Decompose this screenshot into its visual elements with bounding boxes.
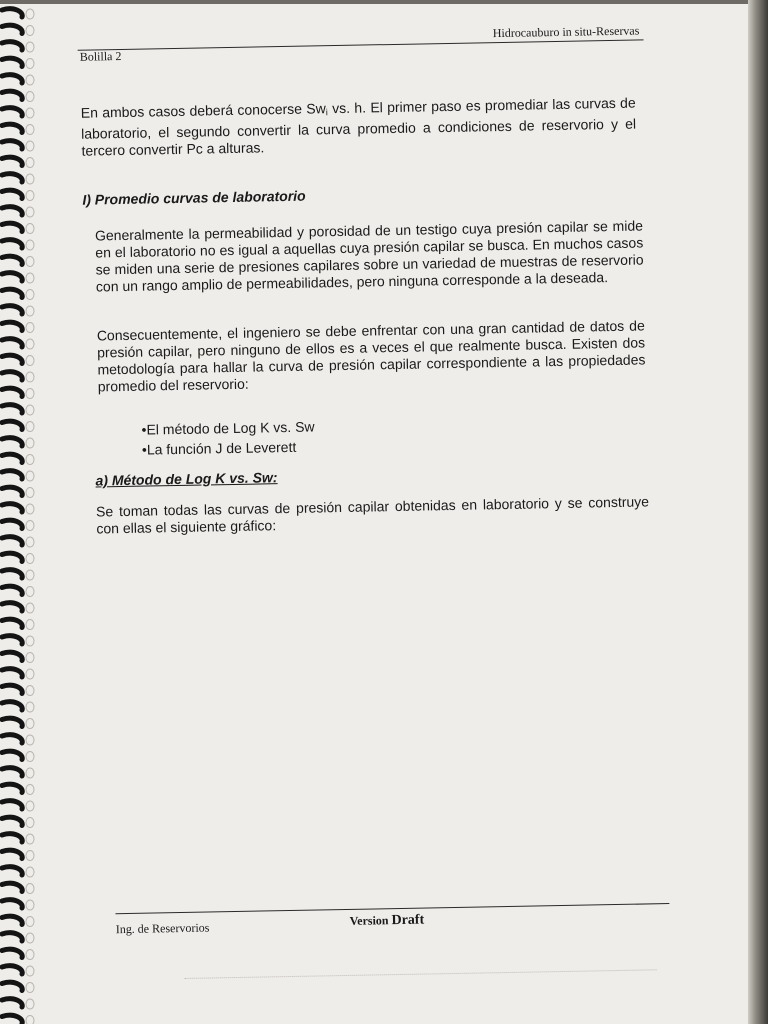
binding-hole (26, 702, 34, 712)
document-page (27, 0, 758, 1024)
binding-hole (26, 537, 34, 547)
binding-hole (26, 752, 34, 762)
binding-hole (26, 966, 34, 976)
binding-hole (26, 768, 34, 778)
binding-coil (2, 240, 22, 248)
section-heading-log-k: a) Método de Log K vs. Sw: (95, 469, 278, 489)
binding-coil (2, 966, 22, 974)
binding-coil (2, 306, 22, 314)
intro-paragraph (81, 95, 637, 160)
binding-hole (26, 471, 34, 481)
binding-coil (2, 619, 22, 627)
binding-coil (2, 603, 22, 611)
binding-hole (26, 1016, 34, 1024)
paragraph-se-toman: Se toman todas las curvas de presión capilar obtenidas en laboratorio y se construye con ellas el siguiente gráfico: (95, 493, 650, 537)
binding-hole (26, 636, 34, 646)
binding-hole (26, 422, 34, 432)
section-heading-promedio: I) Promedio curvas de laboratorio (82, 187, 306, 208)
binding-coil (2, 553, 22, 561)
binding-coil (2, 454, 22, 462)
paragraph-permeabilidad: Generalmente la permeabilidad y porosidad de un testigo cuya presión capilar se mide en el laboratorio no es igual a aquellas cuya presión capilar se busca. En muchos casos se miden una serie de presiones capilares sobre un variedad de muestras de reservorio con un rango amplio de permeabilidades, pero ninguna corresponde a la deseada. (94, 217, 644, 295)
binding-coil (2, 174, 22, 182)
binding-coil (2, 108, 22, 116)
binding-hole (26, 719, 34, 729)
binding-hole (26, 521, 34, 531)
binding-coil (2, 784, 22, 792)
binding-coil (2, 867, 22, 875)
binding-coil (2, 141, 22, 149)
binding-coil (2, 702, 22, 710)
binding-coil (2, 570, 22, 578)
method-list (141, 418, 315, 461)
paragraph-consecuentemente: Consecuentemente, el ingeniero se debe enfrentar con una gran cantidad de datos de presión capilar, pero ninguno de ellos es a veces el que realmente busca. Existen dos metodología para hallar la curva de presión capilar correspondiente a las propiedades promedio del reservorio: (96, 317, 646, 395)
binding-coil (2, 157, 22, 165)
binding-coil (2, 58, 22, 66)
binding-hole (26, 455, 34, 465)
binding-coil (2, 42, 22, 50)
header-section: Bolilla 2 (79, 48, 122, 64)
binding-hole (26, 884, 34, 894)
binding-coil (2, 190, 22, 198)
binding-coil (2, 124, 22, 132)
list-item: • La función J de Leverett (142, 438, 315, 458)
binding-coil (2, 339, 22, 347)
binding-coil (2, 768, 22, 776)
binding-hole (26, 620, 34, 630)
binding-hole (26, 818, 34, 828)
binding-coil (2, 421, 22, 429)
binding-hole (26, 603, 34, 613)
binding-hole (26, 570, 34, 580)
binding-hole (26, 669, 34, 679)
binding-coil (2, 817, 22, 825)
binding-hole (26, 983, 34, 993)
binding-coil (2, 1015, 22, 1023)
binding-coil (2, 537, 22, 545)
binding-coil (2, 999, 22, 1007)
binding-hole (26, 686, 34, 696)
binding-coil (2, 718, 22, 726)
binding-coil (2, 883, 22, 891)
binding-hole (26, 785, 34, 795)
binding-hole (26, 488, 34, 498)
binding-coil (2, 322, 22, 330)
binding-coil (2, 751, 22, 759)
binding-coil (2, 223, 22, 231)
binding-coil (2, 834, 22, 842)
binding-coil (2, 916, 22, 924)
faint-bleed-line (185, 969, 657, 979)
binding-hole (26, 504, 34, 514)
binding-coil (2, 438, 22, 446)
binding-coil (2, 25, 22, 33)
binding-coil (2, 669, 22, 677)
binding-coil (2, 9, 22, 17)
binding-coil (2, 685, 22, 693)
binding-hole (26, 405, 34, 415)
binding-coil (2, 355, 22, 363)
binding-hole (26, 917, 34, 927)
footer-version (350, 913, 425, 930)
binding-coil (2, 933, 22, 941)
binding-coil (2, 256, 22, 264)
version-label: Version (349, 913, 389, 928)
binding-coil (2, 75, 22, 83)
binding-coil (2, 91, 22, 99)
list-item: • El método de Log K vs. Sw (141, 418, 314, 438)
header-title: Hidrocauburo in situ-Reservas (492, 23, 640, 41)
binding-coil (2, 487, 22, 495)
binding-hole (26, 587, 34, 597)
binding-hole (26, 653, 34, 663)
header-rule (78, 39, 644, 50)
binding-coil (2, 504, 22, 512)
footer-course: Ing. de Reservorios (115, 920, 210, 937)
intro-text-end: vs. h. El primer paso es promediar las curvas de laboratorio, el segundo convertir la curva promedio a condiciones de reservorio y el tercero convertir Pc a alturas. (81, 94, 637, 159)
binding-hole (26, 801, 34, 811)
intro-text-start: En ambos casos deberá conocerse Sw (80, 100, 326, 121)
binding-hole (26, 554, 34, 564)
binding-coil (2, 586, 22, 594)
binding-hole (26, 999, 34, 1009)
binding-hole (26, 834, 34, 844)
binding-coil (2, 735, 22, 743)
binding-hole (26, 900, 34, 910)
binding-coil (2, 207, 22, 215)
binding-hole (26, 933, 34, 943)
binding-hole (26, 950, 34, 960)
version-value: Draft (391, 912, 425, 929)
binding-coil (2, 289, 22, 297)
binding-hole (26, 438, 34, 448)
binding-hole (26, 851, 34, 861)
binding-coil (2, 388, 22, 396)
binding-hole (26, 867, 34, 877)
binding-coil (2, 372, 22, 380)
binding-coil (2, 900, 22, 908)
binding-coil (2, 801, 22, 809)
binding-coil (2, 405, 22, 413)
binding-coil (2, 471, 22, 479)
intro-subscript: i (325, 107, 328, 118)
binding-coil (2, 652, 22, 660)
binding-coil (2, 850, 22, 858)
binding-coil (2, 982, 22, 990)
binding-hole (26, 735, 34, 745)
binding-hole (26, 389, 34, 399)
binding-coil (2, 949, 22, 957)
binding-coil (2, 520, 22, 528)
binding-coil (2, 636, 22, 644)
binding-coil (2, 273, 22, 281)
